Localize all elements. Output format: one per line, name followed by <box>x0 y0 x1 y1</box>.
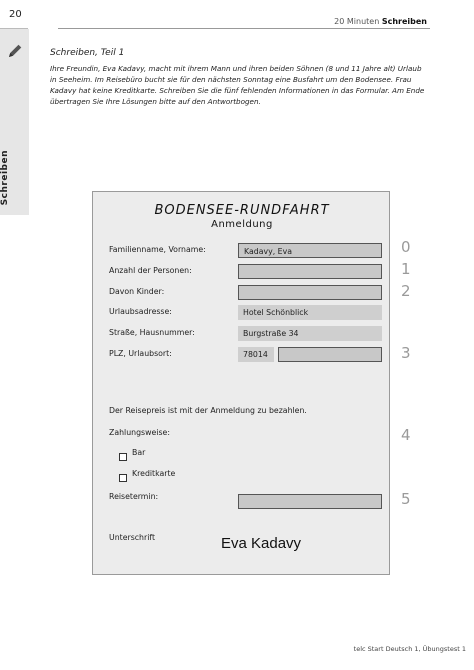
persons-label: Anzahl der Personen: <box>109 266 192 275</box>
header-section-title: Schreiben <box>381 17 427 26</box>
payment-note: Der Reisepreis ist mit der Anmeldung zu bezahlen. <box>109 406 307 415</box>
travel-date-label: Reisetermin: <box>109 492 159 501</box>
score-3: 3 <box>401 344 411 362</box>
travel-date-field[interactable] <box>238 494 382 509</box>
signature: Eva Kadavy <box>221 535 302 552</box>
form-subtitle: Anmeldung <box>211 219 273 230</box>
credit-card-checkbox[interactable] <box>119 474 127 482</box>
name-label: Familienname, Vorname: <box>109 245 206 254</box>
score-1: 1 <box>401 260 411 278</box>
plz-label: PLZ, Urlaubsort: <box>109 349 172 358</box>
street-field: Burgstraße 34 <box>238 326 382 341</box>
payment-label: Zahlungsweise: <box>109 428 170 437</box>
cash-label: Bar <box>132 448 146 457</box>
city-field[interactable] <box>278 347 382 362</box>
header-divider <box>58 28 430 29</box>
task-title: Schreiben, Teil 1 <box>50 48 125 58</box>
header-section <box>334 17 427 26</box>
holiday-address-field: Hotel Schönblick <box>238 305 382 320</box>
score-4: 4 <box>401 426 411 444</box>
registration-form <box>92 191 390 575</box>
persons-field[interactable] <box>238 264 382 279</box>
plz-field: 78014 <box>238 347 274 362</box>
name-field[interactable]: Kadavy, Eva <box>238 243 382 258</box>
children-label: Davon Kinder: <box>109 287 165 296</box>
header-section-time: 20 Minuten <box>334 17 380 26</box>
pencil-icon <box>6 42 24 60</box>
page-number: 20 <box>9 9 22 20</box>
cash-checkbox[interactable] <box>119 453 127 461</box>
task-instructions: Ihre Freundin, Eva Kadavy, macht mit ihrem Mann und ihren beiden Söhnen (8 und 11 Jahre alt) Urlaub in Seeheim. Im Reisebüro bucht sie für den nächsten Sonntag eine Busfahrt um den Bodensee. Frau Kadavy hat keine Kreditkarte. Schreiben Sie die fünf fehlenden Informationen in das Formular. Am Ende übertragen Sie Ihre Lösungen bitte auf den Antwortbogen. <box>50 64 425 106</box>
score-2: 2 <box>401 282 411 300</box>
children-field[interactable] <box>238 285 382 300</box>
holiday-address-label: Urlaubsadresse: <box>109 307 172 316</box>
score-5: 5 <box>401 490 411 508</box>
signature-label: Unterschrift <box>109 533 156 542</box>
sidebar-label: Schreiben <box>0 150 10 206</box>
score-0: 0 <box>401 238 411 256</box>
credit-card-label: Kreditkarte <box>132 469 176 478</box>
footer: telc Start Deutsch 1, Übungstest 1 <box>353 645 466 653</box>
form-title: BODENSEE-RUNDFAHRT <box>154 203 330 218</box>
street-label: Straße, Hausnummer: <box>109 328 195 337</box>
